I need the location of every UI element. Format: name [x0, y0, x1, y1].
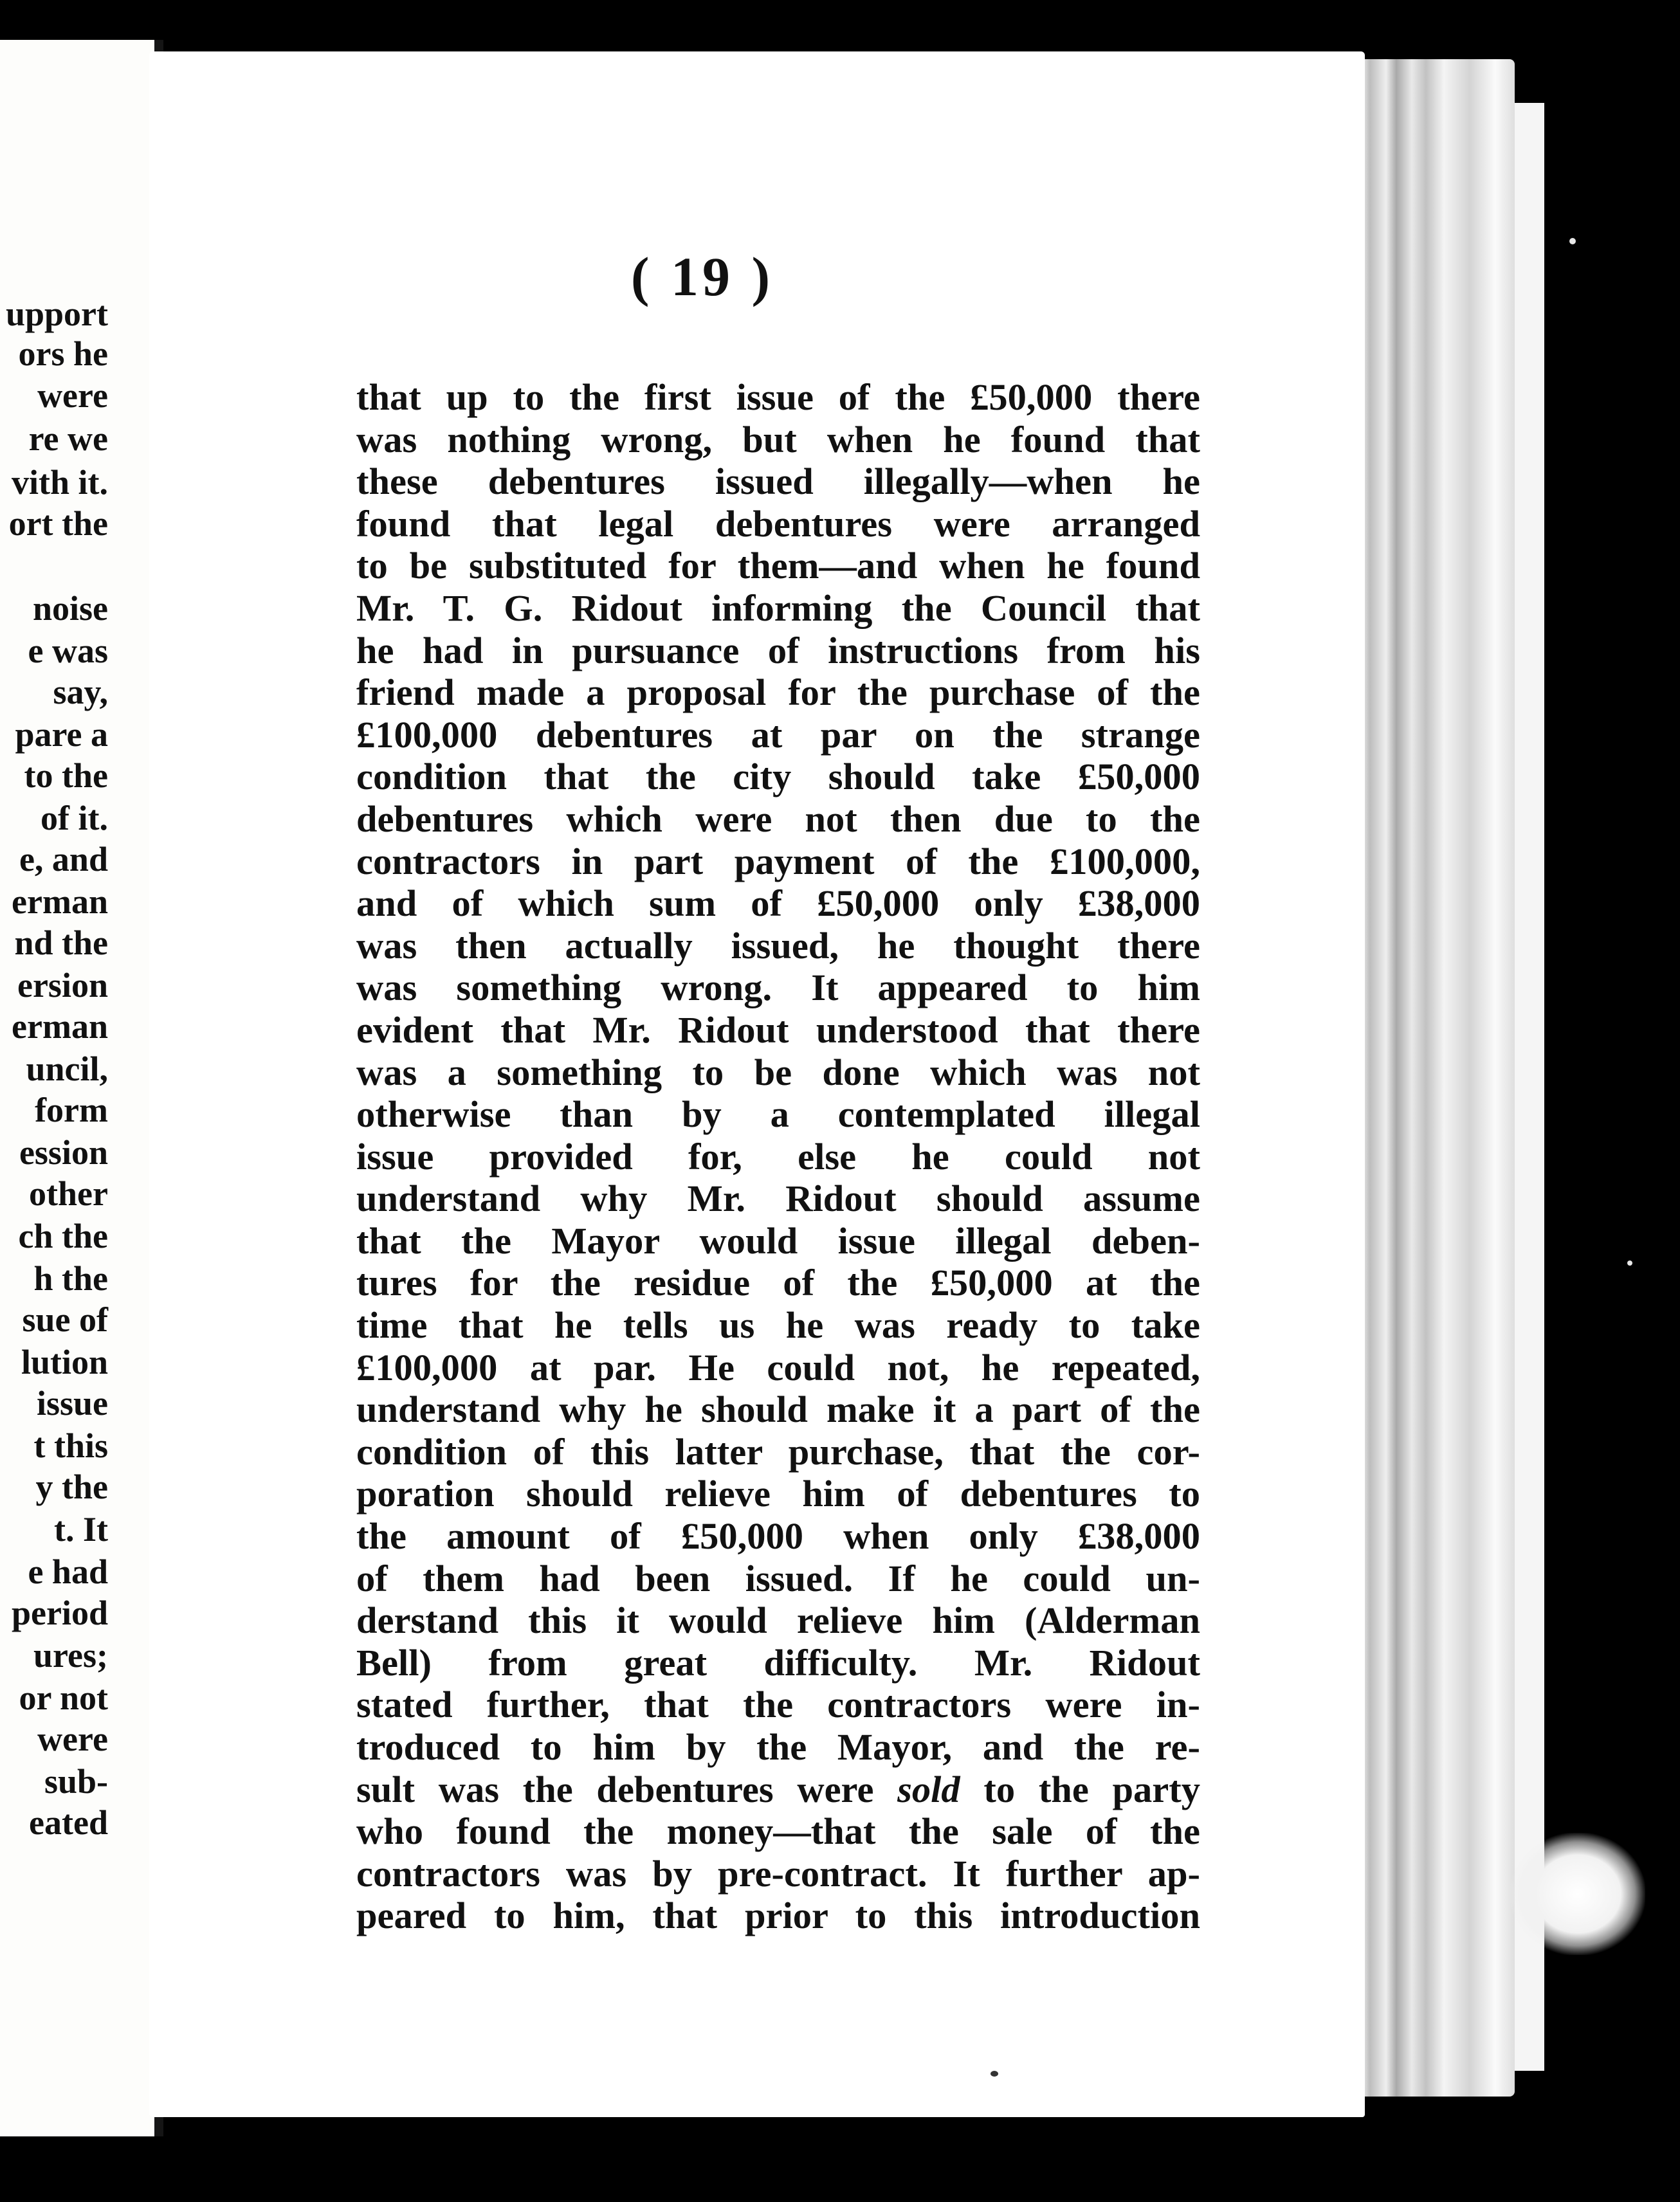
previous-page-line: pare a: [15, 715, 108, 754]
previous-page-line: or not: [19, 1679, 108, 1717]
text-line: [356, 1769, 1200, 1811]
page-block-edges: [1341, 59, 1515, 2097]
previous-page-line: noise: [32, 589, 108, 628]
previous-page-line: lution: [21, 1343, 108, 1381]
text-line: these debentures issued illegally—when he: [356, 460, 1200, 503]
text-line: of them had been issued. If he could un-: [356, 1557, 1200, 1599]
dust-speck: [1569, 238, 1576, 244]
text-line: was nothing wrong, but when he found that: [356, 418, 1200, 460]
text-line: was a something to be done which was not: [356, 1051, 1200, 1093]
dust-speck: [1627, 1260, 1632, 1266]
text-line: evident that Mr. Ridout understood that there: [356, 1008, 1200, 1051]
previous-page-line: eated: [29, 1803, 108, 1842]
previous-page-line: ession: [19, 1133, 108, 1172]
text-line: was something wrong. It appeared to him: [356, 967, 1200, 1009]
previous-page-line: ors he: [18, 334, 108, 373]
previous-page-line: sue of: [22, 1300, 108, 1339]
text-line: he had in pursuance of instructions from his: [356, 629, 1200, 671]
text-line: Mr. T. G. Ridout informing the Council that: [356, 587, 1200, 629]
book-edge-strip: [1515, 103, 1544, 2071]
text-line-part: sult was the debentures were: [356, 1768, 874, 1810]
previous-page-text: [0, 40, 154, 2136]
dust-speck: [991, 2071, 998, 2077]
page-body-text: [356, 376, 1200, 1937]
text-line: was then actually issued, he thought there: [356, 924, 1200, 967]
previous-page-line: t this: [33, 1426, 108, 1465]
previous-page-line: were: [37, 376, 108, 415]
text-line: peared to him, that prior to this introduction: [356, 1895, 1200, 1937]
text-line: £100,000 debentures at par on the strange: [356, 713, 1200, 756]
text-line: contractors was by pre-contract. It further ap-: [356, 1852, 1200, 1895]
italic-word: sold: [897, 1768, 960, 1810]
previous-page-line: to the: [24, 756, 108, 795]
text-line: understand why he should make it a part of the: [356, 1388, 1200, 1431]
paper-stain: [1510, 1833, 1645, 1955]
previous-page-fragment: [0, 40, 163, 2136]
text-line: Bell) from great difficulty. Mr. Ridout: [356, 1641, 1200, 1684]
previous-page-line: erman: [12, 882, 108, 921]
previous-page-line: nd the: [14, 924, 108, 962]
text-line-part: to the party: [983, 1768, 1200, 1810]
text-line: £100,000 at par. He could not, he repeated,: [356, 1346, 1200, 1388]
previous-page-line: period: [11, 1594, 108, 1632]
previous-page-line: uncil,: [26, 1050, 108, 1088]
text-line: found that legal debentures were arranged: [356, 502, 1200, 545]
text-line: poration should relieve him of debentures to: [356, 1473, 1200, 1515]
text-line: contractors in part payment of the £100,000,: [356, 840, 1200, 882]
text-line: that the Mayor would issue illegal deben-: [356, 1219, 1200, 1262]
previous-page-line: t. It: [54, 1510, 108, 1549]
text-line: who found the money—that the sale of the: [356, 1810, 1200, 1853]
previous-page-line: say,: [53, 673, 108, 711]
previous-page-line: ures;: [33, 1636, 108, 1675]
text-line: condition that the city should take £50,000: [356, 756, 1200, 798]
previous-page-line: erman: [12, 1007, 108, 1046]
previous-page-line: re we: [28, 419, 108, 458]
page-number: ( 19 ): [630, 246, 774, 307]
previous-page-line: upport: [5, 295, 108, 333]
previous-page-line: ort the: [8, 504, 108, 543]
text-line: debentures which were not then due to the: [356, 797, 1200, 840]
text-line: stated further, that the contractors were in-: [356, 1684, 1200, 1726]
previous-page-line: other: [29, 1174, 108, 1213]
previous-page-line: vith it.: [11, 463, 108, 502]
text-line: friend made a proposal for the purchase of the: [356, 671, 1200, 714]
previous-page-line: e had: [28, 1552, 108, 1591]
text-line: issue provided for, else he could not: [356, 1135, 1200, 1178]
previous-page-line: were: [37, 1720, 108, 1758]
previous-page-line: form: [35, 1091, 108, 1129]
previous-page-line: of it.: [41, 799, 108, 837]
previous-page-line: e, and: [19, 840, 108, 878]
text-line: tures for the residue of the £50,000 at the: [356, 1262, 1200, 1304]
text-line: time that he tells us he was ready to take: [356, 1304, 1200, 1347]
previous-page-line: issue: [36, 1384, 108, 1423]
previous-page-line: ersion: [17, 966, 108, 1005]
previous-page-line: y the: [35, 1468, 108, 1506]
text-line: the amount of £50,000 when only £38,000: [356, 1515, 1200, 1558]
text-line: otherwise than by a contemplated illegal: [356, 1093, 1200, 1136]
text-line: to be substituted for them—and when he found: [356, 545, 1200, 587]
text-line: understand why Mr. Ridout should assume: [356, 1178, 1200, 1220]
previous-page-line: sub-: [44, 1762, 108, 1801]
previous-page-line: h the: [33, 1259, 108, 1298]
page-19: [149, 51, 1365, 2117]
text-line: that up to the first issue of the £50,000 there: [356, 376, 1200, 418]
previous-page-line: ch the: [18, 1217, 108, 1255]
text-line: troduced to him by the Mayor, and the re-: [356, 1726, 1200, 1768]
text-line: and of which sum of £50,000 only £38,000: [356, 882, 1200, 925]
text-line: derstand this it would relieve him (Alderman: [356, 1599, 1200, 1642]
text-line: condition of this latter purchase, that the cor-: [356, 1430, 1200, 1473]
previous-page-line: e was: [28, 632, 108, 670]
